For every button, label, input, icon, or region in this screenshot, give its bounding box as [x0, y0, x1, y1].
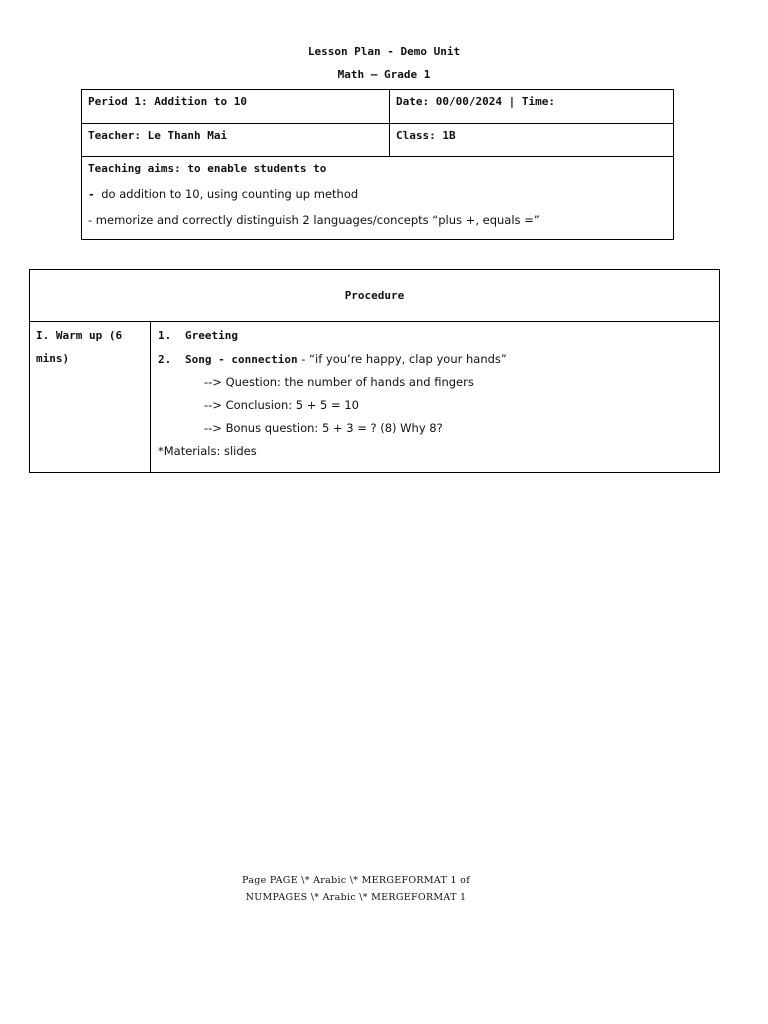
stage-content-cell	[151, 322, 720, 473]
step-greeting	[158, 329, 712, 342]
procedure-heading: Procedure	[30, 270, 720, 322]
step-label: Greeting	[185, 329, 238, 342]
song-title: - “if you’re happy, clap your hands”	[297, 352, 507, 366]
period-cell: Period 1: Addition to 10	[82, 90, 390, 124]
sub-question: --> Question: the number of hands and fingers	[204, 375, 474, 389]
stage-label-line-2: mins)	[36, 352, 70, 365]
procedure-table	[29, 269, 720, 473]
lesson-info-table	[81, 89, 674, 240]
step-number: 2.	[158, 353, 172, 366]
teaching-aims-cell	[82, 157, 674, 240]
page-footer	[0, 872, 712, 906]
step-number: 1.	[158, 329, 172, 342]
document-title: Lesson Plan - Demo Unit	[307, 45, 461, 58]
sub-bonus-question: --> Bonus question: 5 + 3 = ? (8) Why 8?	[204, 421, 443, 435]
class-cell: Class: 1B	[390, 124, 674, 157]
step-song	[158, 352, 712, 366]
aim-item-2: - memorize and correctly distinguish 2 languages/concepts “plus +, equals =”	[88, 213, 540, 227]
materials-note: *Materials: slides	[158, 444, 257, 458]
teacher-cell: Teacher: Le Thanh Mai	[82, 124, 390, 157]
footer-line-1: Page PAGE \* Arabic \* MERGEFORMAT 1 of	[241, 875, 471, 886]
step-label: Song - connection	[185, 353, 298, 366]
aim-dash: -	[88, 188, 95, 201]
document-subtitle: Math – Grade 1	[337, 68, 431, 81]
stage-label-line-1: I. Warm up (6	[36, 329, 123, 342]
sub-conclusion: --> Conclusion: 5 + 5 = 10	[204, 398, 359, 412]
aim-item-1	[88, 187, 667, 201]
stage-label-cell	[30, 322, 151, 473]
aims-title: Teaching aims: to enable students to	[88, 162, 327, 175]
aim-text-1: do addition to 10, using counting up method	[101, 187, 359, 201]
footer-line-2: NUMPAGES \* Arabic \* MERGEFORMAT 1	[245, 892, 467, 903]
date-time-cell: Date: 00/00/2024 | Time:	[390, 90, 674, 124]
